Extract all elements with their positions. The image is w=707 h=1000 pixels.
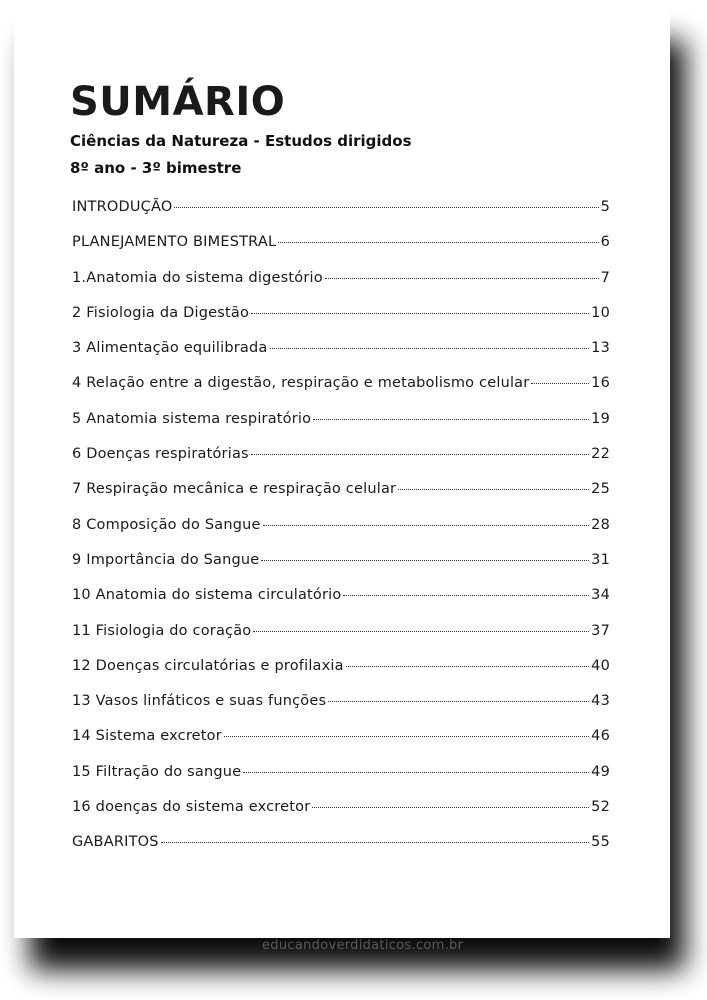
toc-entry	[72, 684, 610, 719]
toc-entry-label: 12 Doenças circulatórias e profilaxia	[72, 657, 344, 674]
toc-entry-page: 13	[591, 340, 610, 357]
toc-entry-label: 5 Anatomia sistema respiratório	[72, 410, 312, 427]
toc-entry	[72, 225, 610, 260]
document-page	[14, 8, 670, 953]
toc-entry-page: 52	[591, 799, 610, 816]
subtitle-subject: Ciências da Natureza - Estudos dirigidos	[70, 132, 412, 150]
toc-dot-leader	[312, 807, 589, 808]
toc-entry-label: PLANEJAMENTO BIMESTRAL	[72, 234, 277, 251]
toc-entry	[72, 649, 610, 684]
toc-entry-label: 2 Fisiologia da Digestão	[72, 304, 250, 321]
toc-entry-page: 49	[591, 763, 610, 780]
toc-entry	[72, 366, 610, 401]
toc-dot-leader	[161, 842, 589, 843]
toc-entry-page: 40	[591, 657, 610, 674]
toc-entry-page: 6	[600, 234, 610, 251]
toc-entry	[72, 614, 610, 649]
toc-entry	[72, 296, 610, 331]
toc-entry-page: 19	[591, 410, 610, 427]
toc-dot-leader	[253, 631, 589, 632]
toc-dot-leader	[325, 278, 599, 279]
toc-dot-leader	[261, 560, 589, 561]
toc-entry	[72, 825, 610, 860]
toc-dot-leader	[251, 454, 589, 455]
toc-entry-page: 22	[591, 446, 610, 463]
toc-entry-page: 37	[591, 622, 610, 639]
toc-dot-leader	[531, 383, 589, 384]
toc-dot-leader	[251, 313, 589, 314]
toc-entry-page: 55	[591, 834, 610, 851]
toc-entry-label: 16 doenças do sistema excretor	[72, 799, 311, 816]
toc-entry	[72, 331, 610, 366]
toc-dot-leader	[398, 489, 589, 490]
page-title: SUMÁRIO	[70, 79, 286, 125]
toc-entry-label: 4 Relação entre a digestão, respiração e metabolismo celular	[72, 375, 530, 392]
toc-entry-page: 31	[591, 551, 610, 568]
toc-entry-page: 5	[600, 199, 610, 215]
toc-entry-page: 16	[591, 375, 610, 392]
toc-entry	[72, 190, 610, 225]
toc-entry	[72, 578, 610, 613]
toc-entry-page: 28	[591, 516, 610, 533]
toc-dot-leader	[278, 242, 598, 243]
toc-entry	[72, 719, 610, 754]
toc-entry-label: 6 Doenças respiratórias	[72, 446, 249, 463]
toc-entry	[72, 790, 610, 825]
toc-entry-label: 1.Anatomia do sistema digestório	[72, 269, 323, 286]
toc-entry-page: 34	[591, 587, 610, 604]
toc-dot-leader	[224, 736, 589, 737]
table-of-contents	[72, 190, 610, 861]
toc-dot-leader	[313, 419, 589, 420]
toc-entry-label: 11 Fisiologia do coração	[72, 622, 252, 639]
toc-entry	[72, 508, 610, 543]
toc-dot-leader	[328, 701, 589, 702]
toc-dot-leader	[270, 348, 590, 349]
toc-entry-label: 15 Filtração do sangue	[72, 763, 242, 780]
toc-entry-label: 9 Importância do Sangue	[72, 551, 260, 568]
toc-entry-page: 25	[591, 481, 610, 498]
toc-dot-leader	[346, 666, 589, 667]
toc-entry	[72, 402, 610, 437]
toc-entry-label: 13 Vasos linfáticos e suas funções	[72, 693, 327, 710]
toc-entry	[72, 472, 610, 507]
toc-entry	[72, 261, 610, 296]
toc-entry-page: 43	[591, 693, 610, 710]
toc-entry-page: 46	[591, 728, 610, 745]
toc-dot-leader	[174, 207, 598, 208]
toc-entry-page: 7	[600, 269, 610, 286]
toc-dot-leader	[343, 595, 589, 596]
subtitle-grade: 8º ano - 3º bimestre	[70, 159, 242, 177]
toc-dot-leader	[243, 772, 589, 773]
toc-entry-label: 8 Composição do Sangue	[72, 516, 261, 533]
toc-entry-label: 10 Anatomia do sistema circulatório	[72, 587, 342, 604]
toc-entry	[72, 543, 610, 578]
toc-entry-page: 10	[591, 304, 610, 321]
toc-entry-label: GABARITOS	[72, 834, 159, 851]
toc-entry-label: 14 Sistema excretor	[72, 728, 222, 745]
toc-entry	[72, 437, 610, 472]
toc-dot-leader	[263, 525, 590, 526]
toc-entry-label: 7 Respiração mecânica e respiração celular	[72, 481, 397, 498]
toc-entry-label: INTRODUÇÃO	[72, 199, 173, 215]
toc-entry-label: 3 Alimentação equilibrada	[72, 340, 268, 357]
watermark: educandoverdidaticos.com.br	[262, 938, 464, 953]
toc-entry	[72, 755, 610, 790]
